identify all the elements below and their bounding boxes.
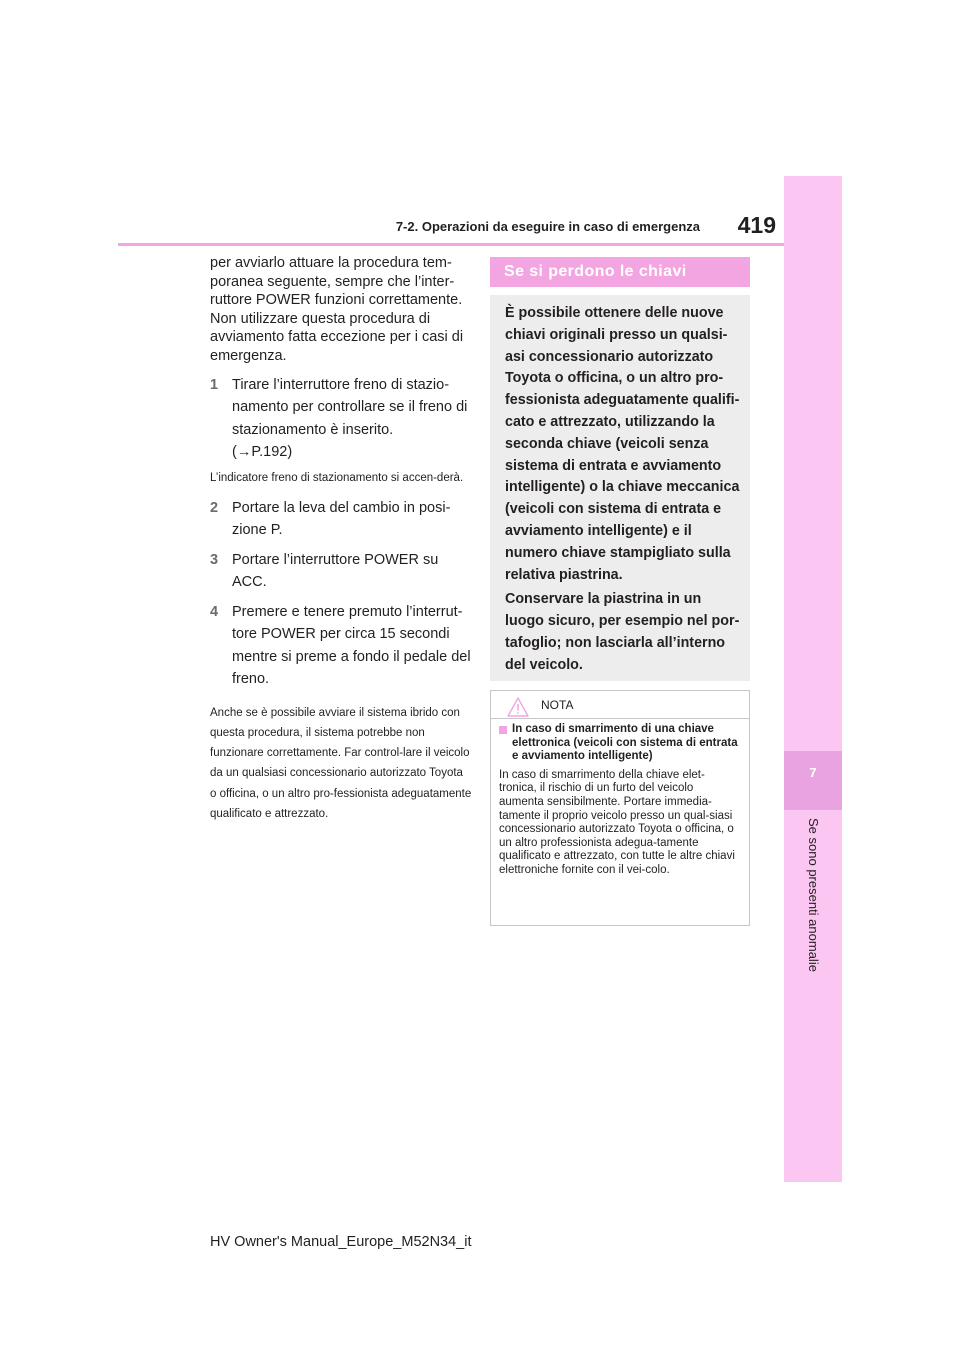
warning-triangle-icon [507, 697, 529, 717]
info-paragraph-2: Conservare la piastrina in un luogo sicuro, per esempio nel por-tafoglio; non lasciarla all’interno del veicolo. [505, 591, 740, 673]
step-3 [210, 549, 472, 594]
page-number: 419 [737, 212, 776, 238]
chapter-side-tab [784, 176, 842, 1182]
nota-box [490, 690, 750, 926]
header-divider [118, 243, 784, 246]
step-1 [210, 374, 472, 464]
step-4 [210, 601, 472, 691]
info-paragraph-1: È possibile ottenere delle nuove chiavi originali presso un qualsi-asi concessionario autorizzato Toyota o officina, o un altro pro-fessionista adeguatamente qualifi-cato e attrezzato, utilizzando la seconda chiave (veicoli senza sistema di entrata e avviamento intelligente) o la chiave meccanica (veicoli con sistema di entrata e avviamento intelligente) e il numero chiave stampigliato sulla relativa piastrina. [505, 305, 740, 583]
step-text: Portare l’interruttore POWER su ACC. [232, 551, 439, 591]
chapter-label-container [784, 818, 842, 988]
footer-text: HV Owner's Manual_Europe_M52N34_it [210, 1234, 472, 1250]
left-column [210, 254, 472, 836]
chapter-label: Se sono presenti anomalie [806, 818, 821, 972]
nota-bullet-title: In caso di smarrimento di una chiave elettronica (veicoli con sistema di entrata e avviamento intelligente) [512, 723, 738, 763]
nota-header [491, 691, 749, 719]
chapter-number-tab: 7 [784, 751, 842, 810]
section-banner: Se si perdono le chiavi [490, 257, 750, 287]
step-text: Portare la leva del cambio in posi-zione P. [232, 499, 451, 539]
closing-note: Anche se è possibile avviare il sistema ibrido con questa procedura, il sistema potrebbe non funzionare correttamente. Far control-lare il veicolo da un qualsiasi concessionario autorizzato Toyota o officina, o un altro pro-fessionista adeguatamente qualificato e attrezzato. [210, 706, 472, 821]
nota-body [499, 723, 739, 878]
step-number: 4 [210, 603, 219, 620]
page-reference: (→P.192) [232, 444, 293, 461]
step-text: Premere e tenere premuto l’interrut-tore POWER per circa 15 secondi mentre si preme a fondo il pedale del freno. [232, 603, 471, 688]
nota-bullet [499, 723, 739, 764]
info-box [490, 295, 750, 681]
nota-label: NOTA [541, 698, 574, 712]
step-2 [210, 497, 472, 542]
section-title: 7-2. Operazioni da eseguire in caso di emergenza [395, 219, 700, 234]
step-text: Tirare l’interruttore freno di stazio-namento per controllare se il freno di stazionamento è inserito. (→P.192) [232, 376, 468, 461]
step-number: 2 [210, 499, 219, 516]
nota-text: In caso di smarrimento della chiave elet-tronica, il rischio di un furto del veicolo aumenta sensibilmente. Portare immedia-tamente il proprio veicolo presso un qual-siasi concessionario autorizzato Toyota o officina, o un altro professionista adegua-tamente qualificato e attrezzato, con tutte le altre chiavi elettroniche fornite con il vei-colo. [499, 768, 735, 876]
intro-paragraph: per avviarlo attuare la procedura tem-poranea seguente, sempre che l’inter-ruttore POWER funzioni correttamente. Non utilizzare questa procedura di avviamento fatta eccezione per i casi di emergenza. [210, 255, 464, 364]
step-number: 3 [210, 551, 219, 568]
step-number: 1 [210, 376, 219, 393]
square-bullet-icon [499, 726, 507, 734]
step-1-note: L’indicatore freno di stazionamento si accen-derà. [210, 471, 464, 484]
